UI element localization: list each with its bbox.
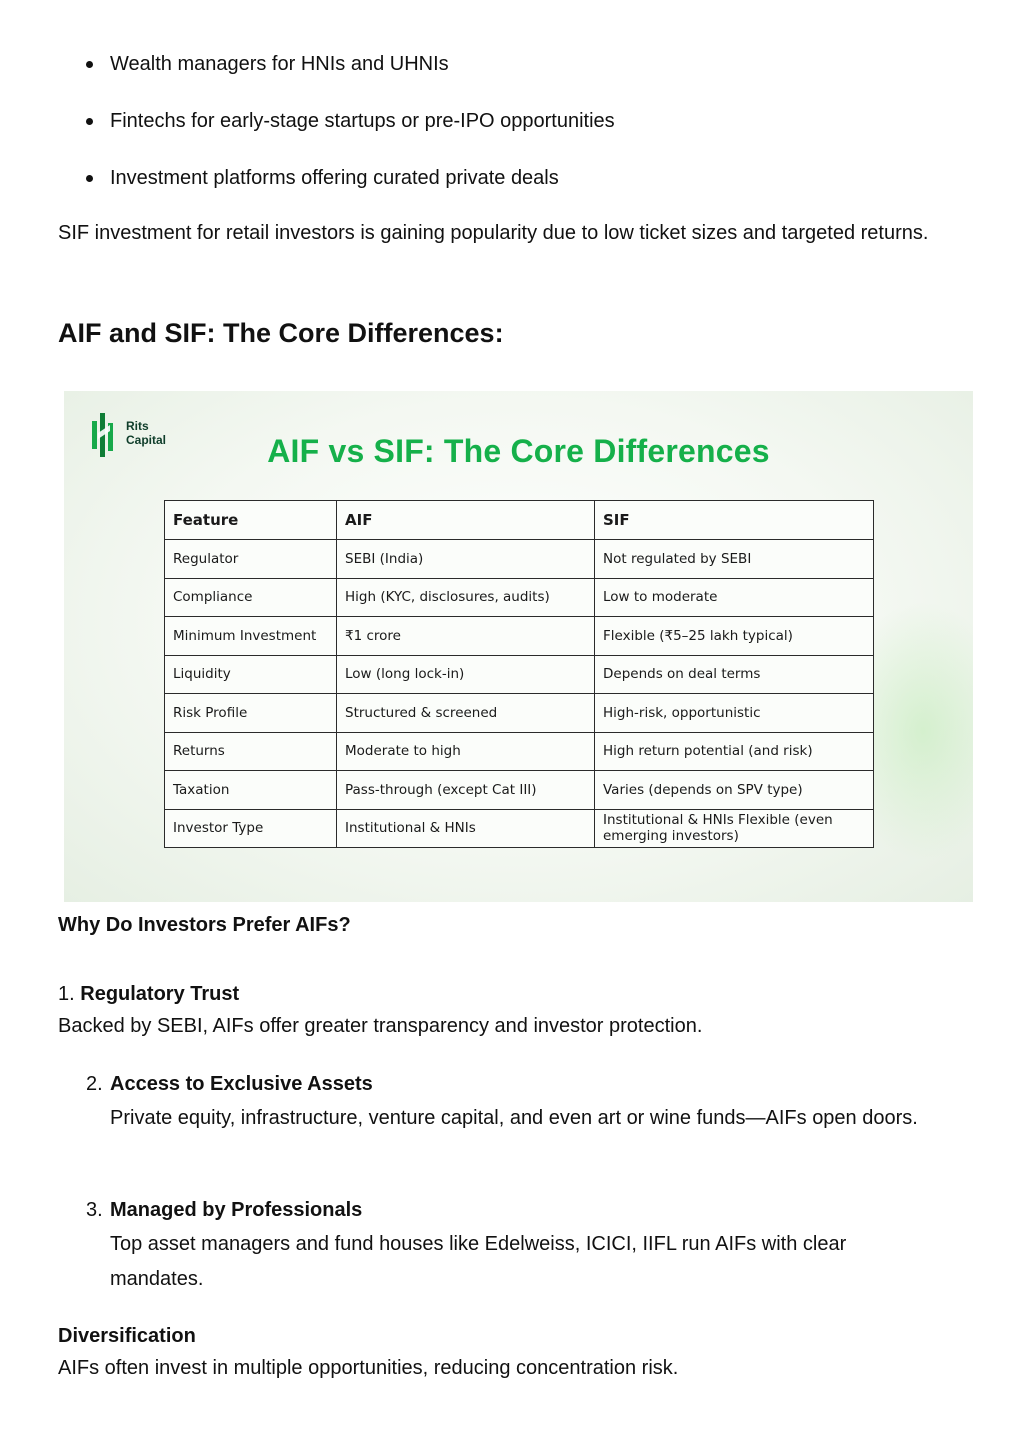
bullet-dot-icon xyxy=(86,175,93,182)
table-cell: Structured & screened xyxy=(337,694,595,733)
bullet-text: Investment platforms offering curated private deals xyxy=(110,167,559,189)
logo-line2: Capital xyxy=(126,433,167,447)
table-cell: Returns xyxy=(165,732,337,771)
table-cell: SEBI (India) xyxy=(337,540,595,579)
table-row xyxy=(165,655,874,694)
table-cell: Moderate to high xyxy=(337,732,595,771)
bullet-dot-icon xyxy=(86,61,93,68)
table-row xyxy=(165,732,874,771)
table-cell: Taxation xyxy=(165,771,337,810)
section-heading: AIF and SIF: The Core Differences: xyxy=(58,318,504,348)
reason-title: Access to Exclusive Assets xyxy=(110,1073,373,1095)
bullet-list xyxy=(86,48,615,219)
table-row xyxy=(165,809,874,848)
table-cell: Regulator xyxy=(165,540,337,579)
header-sif: SIF xyxy=(595,501,874,540)
comparison-table xyxy=(164,500,874,848)
reason-1-heading xyxy=(58,981,239,1007)
diversification-heading: Diversification xyxy=(58,1325,196,1347)
table-row xyxy=(165,578,874,617)
reason-3 xyxy=(86,1197,946,1297)
table-cell: Liquidity xyxy=(165,655,337,694)
table-cell: Pass-through (except Cat III) xyxy=(337,771,595,810)
table-row xyxy=(165,771,874,810)
table-cell: High (KYC, disclosures, audits) xyxy=(337,578,595,617)
table-cell: Low to moderate xyxy=(595,578,874,617)
table-cell: Institutional & HNIs xyxy=(337,809,595,848)
table-cell: High return potential (and risk) xyxy=(595,732,874,771)
table-cell: Minimum Investment xyxy=(165,617,337,656)
table-cell: Low (long lock-in) xyxy=(337,655,595,694)
header-aif: AIF xyxy=(337,501,595,540)
table-cell: Depends on deal terms xyxy=(595,655,874,694)
reason-number: 3. xyxy=(86,1199,103,1221)
table-cell: Institutional & HNIs Flexible (even emerging investors) xyxy=(595,809,874,848)
table-cell: Compliance xyxy=(165,578,337,617)
diversification-body: AIFs often invest in multiple opportunities, reducing concentration risk. xyxy=(58,1357,679,1379)
table-header-row xyxy=(165,501,874,540)
table-cell: Varies (depends on SPV type) xyxy=(595,771,874,810)
list-item xyxy=(86,48,615,105)
logo-line1: Rits xyxy=(126,419,149,433)
bullet-text: Fintechs for early-stage startups or pre-IPO opportunities xyxy=(110,110,615,132)
reason-2 xyxy=(86,1071,946,1136)
reason-title: Managed by Professionals xyxy=(110,1199,363,1221)
table-cell: High-risk, opportunistic xyxy=(595,694,874,733)
reason-number: 2. xyxy=(86,1073,103,1095)
reason-1-body: Backed by SEBI, AIFs offer greater transparency and investor protection. xyxy=(58,1015,703,1037)
table-row xyxy=(165,694,874,733)
list-item xyxy=(86,105,615,162)
table-cell: ₹1 crore xyxy=(337,617,595,656)
reason-body: Top asset managers and fund houses like Edelweiss, ICICI, IIFL run AIFs with clear mandates. xyxy=(110,1233,847,1290)
table-cell: Investor Type xyxy=(165,809,337,848)
bullet-text: Wealth managers for HNIs and UHNIs xyxy=(110,53,449,75)
reason-number: 1. xyxy=(58,983,75,1005)
infographic-title: AIF vs SIF: The Core Differences xyxy=(267,433,770,469)
reason-body: Private equity, infrastructure, venture capital, and even art or wine funds—AIFs open doors. xyxy=(110,1107,918,1129)
table-cell: Risk Profile xyxy=(165,694,337,733)
header-feature: Feature xyxy=(165,501,337,540)
table-row xyxy=(165,540,874,579)
reason-title: Regulatory Trust xyxy=(80,983,240,1005)
table-cell: Flexible (₹5–25 lakh typical) xyxy=(595,617,874,656)
retail-paragraph: SIF investment for retail investors is gaining popularity due to low ticket sizes and targeted returns. xyxy=(58,222,929,244)
why-heading: Why Do Investors Prefer AIFs? xyxy=(58,914,351,936)
comparison-infographic xyxy=(64,391,973,902)
table-cell: Not regulated by SEBI xyxy=(595,540,874,579)
bullet-dot-icon xyxy=(86,118,93,125)
table-row xyxy=(165,617,874,656)
list-item xyxy=(86,162,615,219)
